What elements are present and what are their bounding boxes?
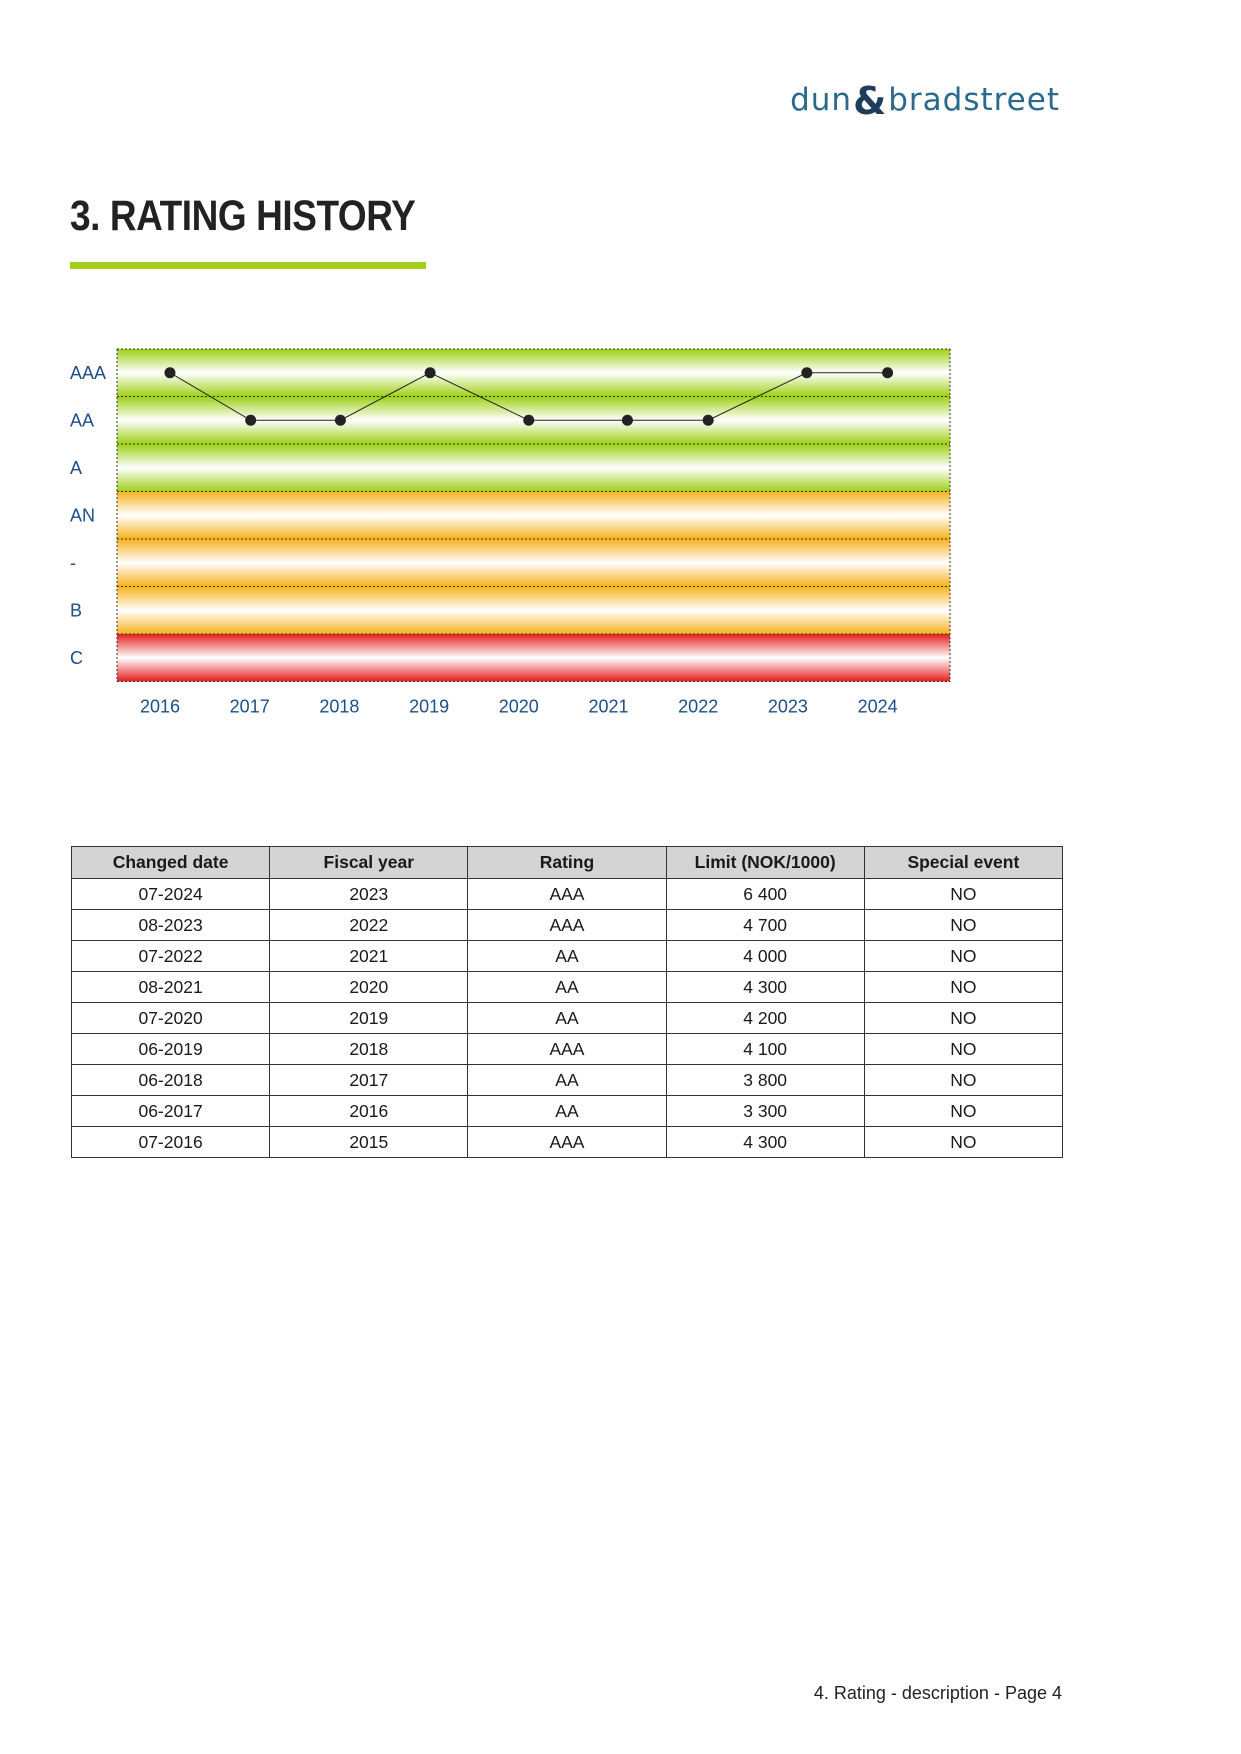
table-header-row <box>72 847 1063 879</box>
page-footer: 4. Rating - description - Page 4 <box>813 1683 1062 1703</box>
table-cell: NO <box>864 1065 1062 1096</box>
x-tick-label: 2022 <box>678 696 719 717</box>
table-row <box>72 910 1063 941</box>
table-cell: AA <box>468 972 666 1003</box>
logo-text-left: dun <box>790 82 853 118</box>
rating-band-4 <box>117 539 950 587</box>
table-cell: AAA <box>468 910 666 941</box>
column-header: Fiscal year <box>270 847 468 879</box>
table-cell: AA <box>468 941 666 972</box>
table-cell: 4 100 <box>666 1034 864 1065</box>
table-cell: 2019 <box>270 1003 468 1034</box>
x-tick-label: 2021 <box>588 696 629 717</box>
table-cell: NO <box>864 972 1062 1003</box>
rating-band-5 <box>117 587 950 635</box>
logo-text-right: bradstreet <box>888 82 1060 118</box>
table-cell: 08-2023 <box>72 910 270 941</box>
rating-band-3 <box>117 492 950 540</box>
table-cell: AAA <box>468 1034 666 1065</box>
table-cell: 2022 <box>270 910 468 941</box>
table-row <box>72 972 1063 1003</box>
column-header: Rating <box>468 847 666 879</box>
table-row <box>72 1127 1063 1158</box>
x-tick-label: 2024 <box>857 696 898 717</box>
rating-point <box>622 415 633 426</box>
table-cell: 4 200 <box>666 1003 864 1034</box>
table-cell: 07-2020 <box>72 1003 270 1034</box>
x-tick-label: 2023 <box>767 696 808 717</box>
y-tick-label: AA <box>70 410 95 431</box>
table-cell: NO <box>864 1127 1062 1158</box>
table-cell: 08-2021 <box>72 972 270 1003</box>
rating-point <box>335 415 346 426</box>
rating-band-2 <box>117 444 950 492</box>
table-cell: NO <box>864 1034 1062 1065</box>
x-tick-label: 2016 <box>139 696 181 717</box>
table-cell: AA <box>468 1003 666 1034</box>
table-row <box>72 941 1063 972</box>
y-tick-label: C <box>70 647 83 668</box>
table-cell: 4 000 <box>666 941 864 972</box>
table-cell: 4 300 <box>666 1127 864 1158</box>
table-cell: AA <box>468 1065 666 1096</box>
table-cell: 07-2022 <box>72 941 270 972</box>
table-cell: 4 700 <box>666 910 864 941</box>
rating-point <box>245 415 256 426</box>
rating-point <box>882 367 893 378</box>
table-cell: 2016 <box>270 1096 468 1127</box>
table-cell: 2018 <box>270 1034 468 1065</box>
logo-ampersand: & <box>853 79 888 123</box>
title-underline <box>70 262 426 269</box>
table-cell: 4 300 <box>666 972 864 1003</box>
table-cell: NO <box>864 910 1062 941</box>
x-tick-label: 2020 <box>498 696 539 717</box>
table-cell: NO <box>864 879 1062 910</box>
table-cell: 07-2024 <box>72 879 270 910</box>
column-header: Special event <box>864 847 1062 879</box>
x-tick-label: 2019 <box>409 696 450 717</box>
x-tick-label: 2018 <box>319 696 360 717</box>
table-cell: 3 300 <box>666 1096 864 1127</box>
table-row <box>72 879 1063 910</box>
table-row <box>72 1065 1063 1096</box>
table-cell: AAA <box>468 1127 666 1158</box>
table-cell: 2023 <box>270 879 468 910</box>
rating-point <box>703 415 714 426</box>
x-tick-label: 2017 <box>229 696 270 717</box>
table-cell: 2017 <box>270 1065 468 1096</box>
rating-point <box>164 367 175 378</box>
chart-svg <box>60 340 1070 760</box>
table-cell: NO <box>864 1096 1062 1127</box>
table-cell: 06-2019 <box>72 1034 270 1065</box>
table-cell: 07-2016 <box>72 1127 270 1158</box>
table-cell: 2020 <box>270 972 468 1003</box>
rating-history-chart <box>60 362 1070 800</box>
y-tick-label: AAA <box>70 362 107 383</box>
table-cell: AAA <box>468 879 666 910</box>
rating-point <box>801 367 812 378</box>
y-tick-label: B <box>70 600 83 621</box>
table-cell: 2015 <box>270 1127 468 1158</box>
table-cell: 2021 <box>270 941 468 972</box>
rating-point <box>523 415 534 426</box>
y-tick-label: - <box>70 552 76 573</box>
page-title: 3. RATING HISTORY <box>70 192 416 240</box>
table-row <box>72 1034 1063 1065</box>
rating-history-table <box>71 846 1063 1158</box>
table-cell: NO <box>864 1003 1062 1034</box>
y-tick-label: AN <box>70 505 96 526</box>
column-header: Changed date <box>72 847 270 879</box>
rating-point <box>425 367 436 378</box>
table-row <box>72 1003 1063 1034</box>
table-cell: 3 800 <box>666 1065 864 1096</box>
table-cell: 6 400 <box>666 879 864 910</box>
table-row <box>72 1096 1063 1127</box>
y-tick-label: A <box>70 457 83 478</box>
table-cell: 06-2018 <box>72 1065 270 1096</box>
table-cell: 06-2017 <box>72 1096 270 1127</box>
table-cell: AA <box>468 1096 666 1127</box>
table-cell: NO <box>864 941 1062 972</box>
column-header: Limit (NOK/1000) <box>666 847 864 879</box>
dun-bradstreet-logo <box>790 78 1060 122</box>
rating-band-6 <box>117 634 950 682</box>
